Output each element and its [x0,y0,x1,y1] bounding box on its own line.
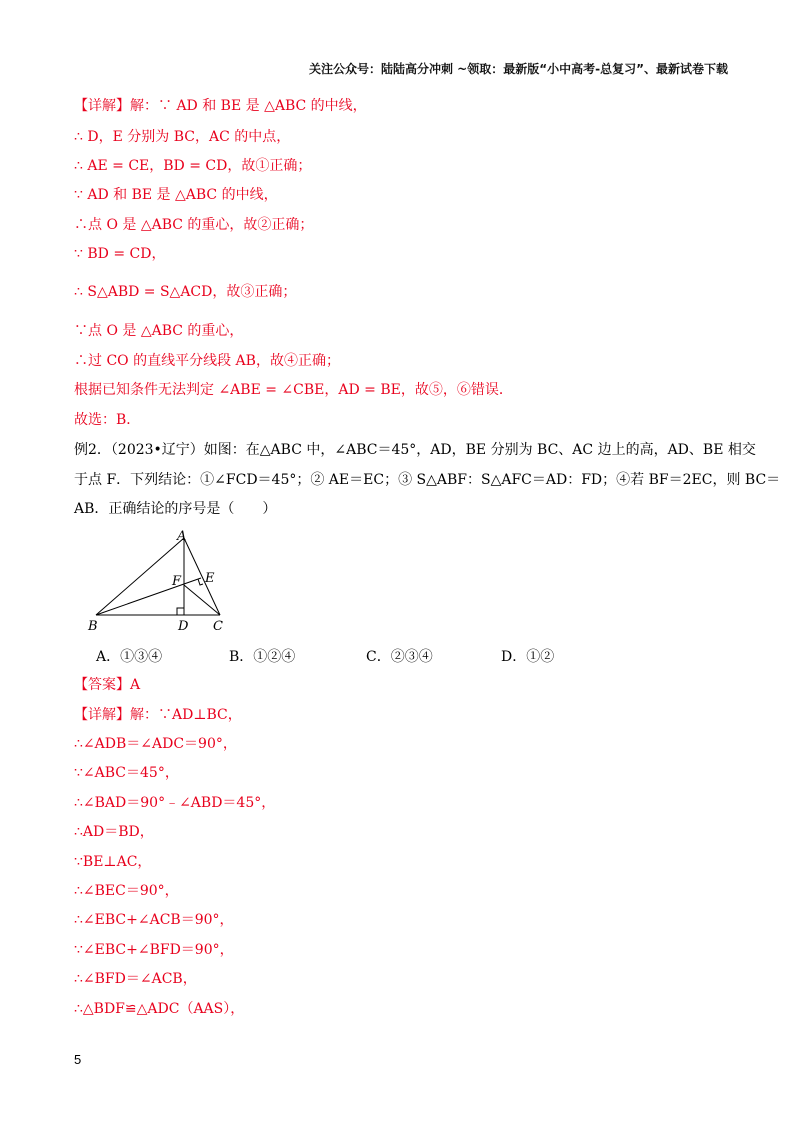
solution-line: ∵∠ABC＝45°， [74,765,179,781]
text-line: ∴点 O 是 △ABC 的重心，故②正确； [74,217,314,233]
solution-line: ∴∠BEC＝90°， [74,883,179,899]
choice-c[interactable]: C．②③④ [366,649,433,665]
solution-line: 【详解】解：∵AD⊥BC， [74,707,242,723]
right-angle-d [177,608,184,615]
segment-fc [184,585,220,615]
text-line: 故选：B． [74,412,141,428]
choice-b[interactable]: B．①②④ [229,649,296,665]
label-c: C [213,619,223,634]
page-number: 5 [74,1052,82,1067]
question-text: AB．正确结论的序号是（ ） [74,501,277,517]
segment-ab [96,538,184,615]
text-line: ∴ D，E 分别为 BC，AC 的中点， [74,129,291,145]
text-line: ∵点 O 是 △ABC 的重心， [74,323,244,339]
text-line: ∴过 CO 的直线平分线段 AB，故④正确； [74,353,340,369]
right-angle-e [198,579,203,585]
solution-line: ∴∠BFD＝∠ACB， [74,971,197,987]
solution-line: ∴∠EBC+∠ACB＝90°， [74,912,234,928]
label-b: B [88,619,98,634]
page-header: 关注公众号：陆陆高分冲刺 ~领取：最新版“小中高考-总复习”、最新试卷下载 [309,62,728,76]
label-f: F [172,574,182,589]
segment-ac [184,538,220,615]
text-line: 根据已知条件无法判定 ∠ABE = ∠CBE，AD = BE，故⑤，⑥错误． [74,382,513,398]
answer-line: 【答案】A [74,677,141,693]
question-text: 于点 F．下列结论：①∠FCD＝45°；② AE＝EC；③ S△ABF：S△AFC＝AD：FD；④若 BF＝2EC，则 BC＝ [74,472,781,488]
text-line: 【详解】解：∵ AD 和 BE 是 △ABC 的中线， [74,98,367,114]
solution-line: ∵BE⊥AC， [74,854,152,870]
text-line: ∵ AD 和 BE 是 △ABC 的中线， [74,187,278,203]
solution-line: ∴∠BAD＝90°﹣∠ABD＝45°， [74,795,276,811]
choice-a[interactable]: A．①③④ [96,649,163,665]
solution-line: ∴△BDF≌△ADC（AAS）， [74,1001,245,1017]
question-text: 例2．（2023•辽宁）如图：在△ABC 中，∠ABC＝45°，AD，BE 分别为 BC、AC 边上的高，AD、BE 相交 [74,442,756,458]
label-e: E [205,571,215,586]
label-d: D [178,619,189,634]
text-line: ∴ S△ABD = S△ACD，故③正确； [74,284,297,300]
text-line: ∵ BD = CD， [74,246,166,262]
solution-line: ∵∠EBC+∠BFD＝90°， [74,942,234,958]
segment-be [96,578,201,615]
label-a: A [177,529,187,544]
choice-d[interactable]: D．①② [501,649,555,665]
triangle-figure [86,528,236,638]
answer-choices [0,646,800,666]
solution-line: ∴∠ADB＝∠ADC＝90°， [74,736,237,752]
text-line: ∴ AE = CE，BD = CD，故①正确； [74,158,312,174]
solution-line: ∴AD＝BD， [74,824,154,840]
